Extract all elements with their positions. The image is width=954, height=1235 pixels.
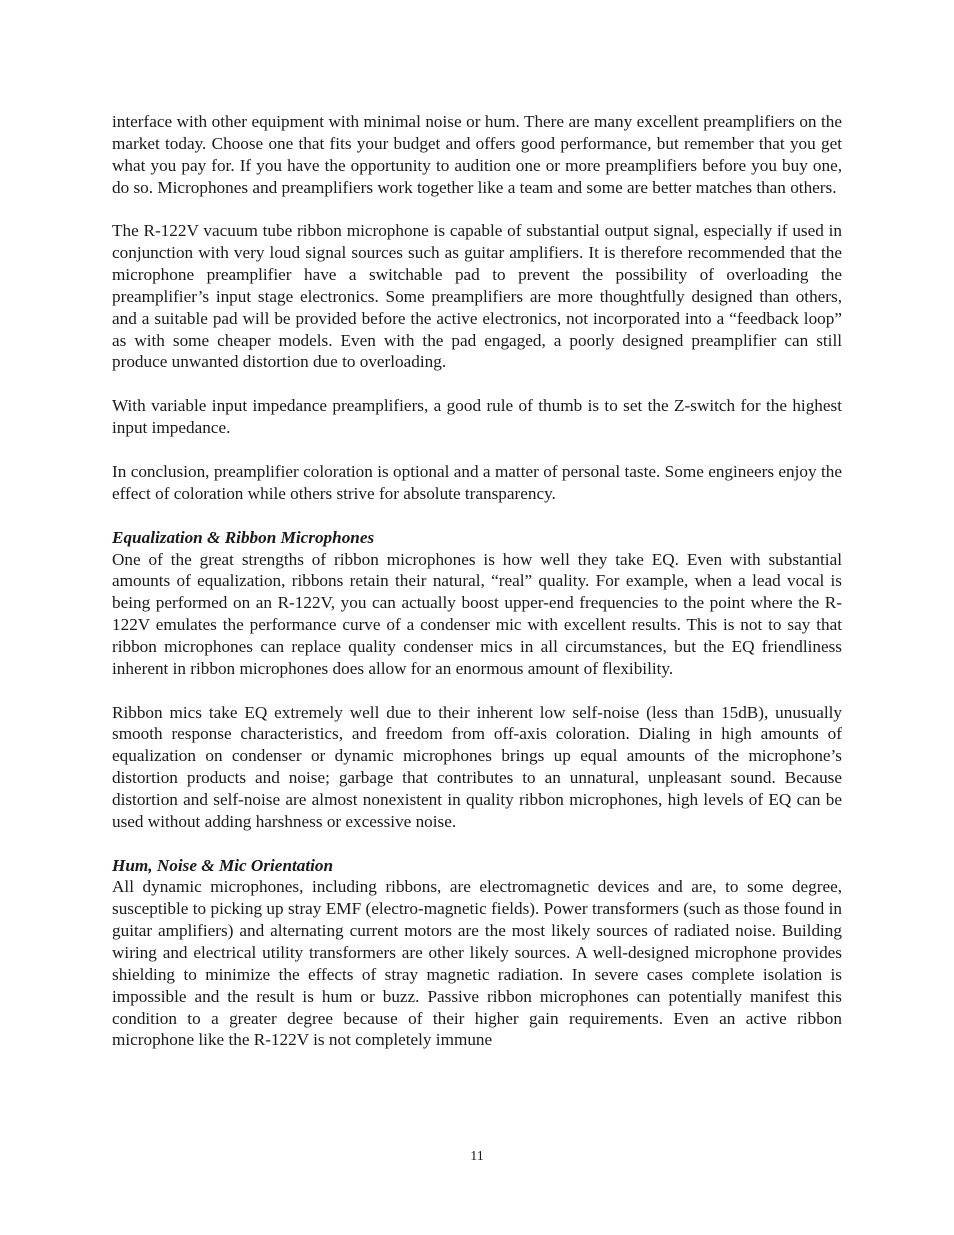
section-equalization bbox=[112, 527, 842, 833]
page-number: 11 bbox=[470, 1149, 484, 1164]
page-body bbox=[112, 111, 842, 1073]
paragraph-eq-strengths: One of the great strengths of ribbon microphones is how well they take EQ. Even with substantial amounts of equalization, ribbons retain their natural, “real” quality. For example, when a lead vocal is being performed on an R-122V, you can actually boost upper-end frequencies to the point where the R-122V emulates the performance curve of a condenser mic with excellent results. This is not to say that ribbon microphones can replace quality condenser mics in all circumstances, but the EQ friendliness inherent in ribbon microphones does allow for an enormous amount of flexibility. bbox=[112, 549, 842, 678]
paragraph-preamp-interface: interface with other equipment with minimal noise or hum. There are many excellent preamplifiers on the market today. Choose one that fits your budget and offers good performance, but remember that you get what you pay for. If you have the opportunity to audition one or more preamplifiers before you buy one, do so. Microphones and preamplifiers work together like a team and some are better matches than others. bbox=[112, 112, 842, 197]
paragraph-input-impedance: With variable input impedance preamplifiers, a good rule of thumb is to set the Z-switch for the highest input impedance. bbox=[112, 396, 842, 438]
paragraph-coloration: In conclusion, preamplifier coloration is optional and a matter of personal taste. Some engineers enjoy the effect of coloration while others strive for absolute transparency. bbox=[112, 461, 842, 503]
paragraph-emf: All dynamic microphones, including ribbons, are electromagnetic devices and are, to some degree, susceptible to picking up stray EMF (electro-magnetic fields). Power transformers (such as those found in guitar amplifiers) and alternating current motors are the most likely sources of radiated noise. Building wiring and electrical utility transformers are other likely sources. A well-designed microphone provides shielding to minimize the effects of stray magnetic radiation. In severe cases complete isolation is impossible and the result is hum or buzz. Passive ribbon microphones can potentially manifest this condition to a greater degree because of their higher gain requirements. Even an active ribbon microphone like the R-122V is not completely immune bbox=[112, 877, 842, 1050]
paragraph-output-signal: The R-122V vacuum tube ribbon microphone is capable of substantial output signal, especially if used in conjunction with very loud signal sources such as guitar amplifiers. It is therefore recommended that the microphone preamplifier have a switchable pad to prevent the possibility of overloading the preamplifier’s input stage electronics. Some preamplifiers are more thoughtfully designed than others, and a suitable pad will be provided before the active electronics, not incorporated into a “feedback loop” as with some cheaper models. Even with the pad engaged, a poorly designed preamplifier can still produce unwanted distortion due to overloading. bbox=[112, 221, 842, 372]
section-heading-equalization: Equalization & Ribbon Microphones bbox=[112, 527, 375, 547]
paragraph-eq-self-noise: Ribbon mics take EQ extremely well due to their inherent low self-noise (less than 15dB), unusually smooth response characteristics, and freedom from off-axis coloration. Dialing in high amounts of equalization on condenser or dynamic microphones brings up equal amounts of the microphone’s distortion products and noise; garbage that contributes to an unnatural, unpleasant sound. Because distortion and self-noise are almost nonexistent in quality ribbon microphones, high levels of EQ can be used without adding harshness or excessive noise. bbox=[112, 702, 842, 831]
section-hum-noise bbox=[112, 855, 842, 1052]
section-heading-hum-noise: Hum, Noise & Mic Orientation bbox=[112, 855, 334, 875]
